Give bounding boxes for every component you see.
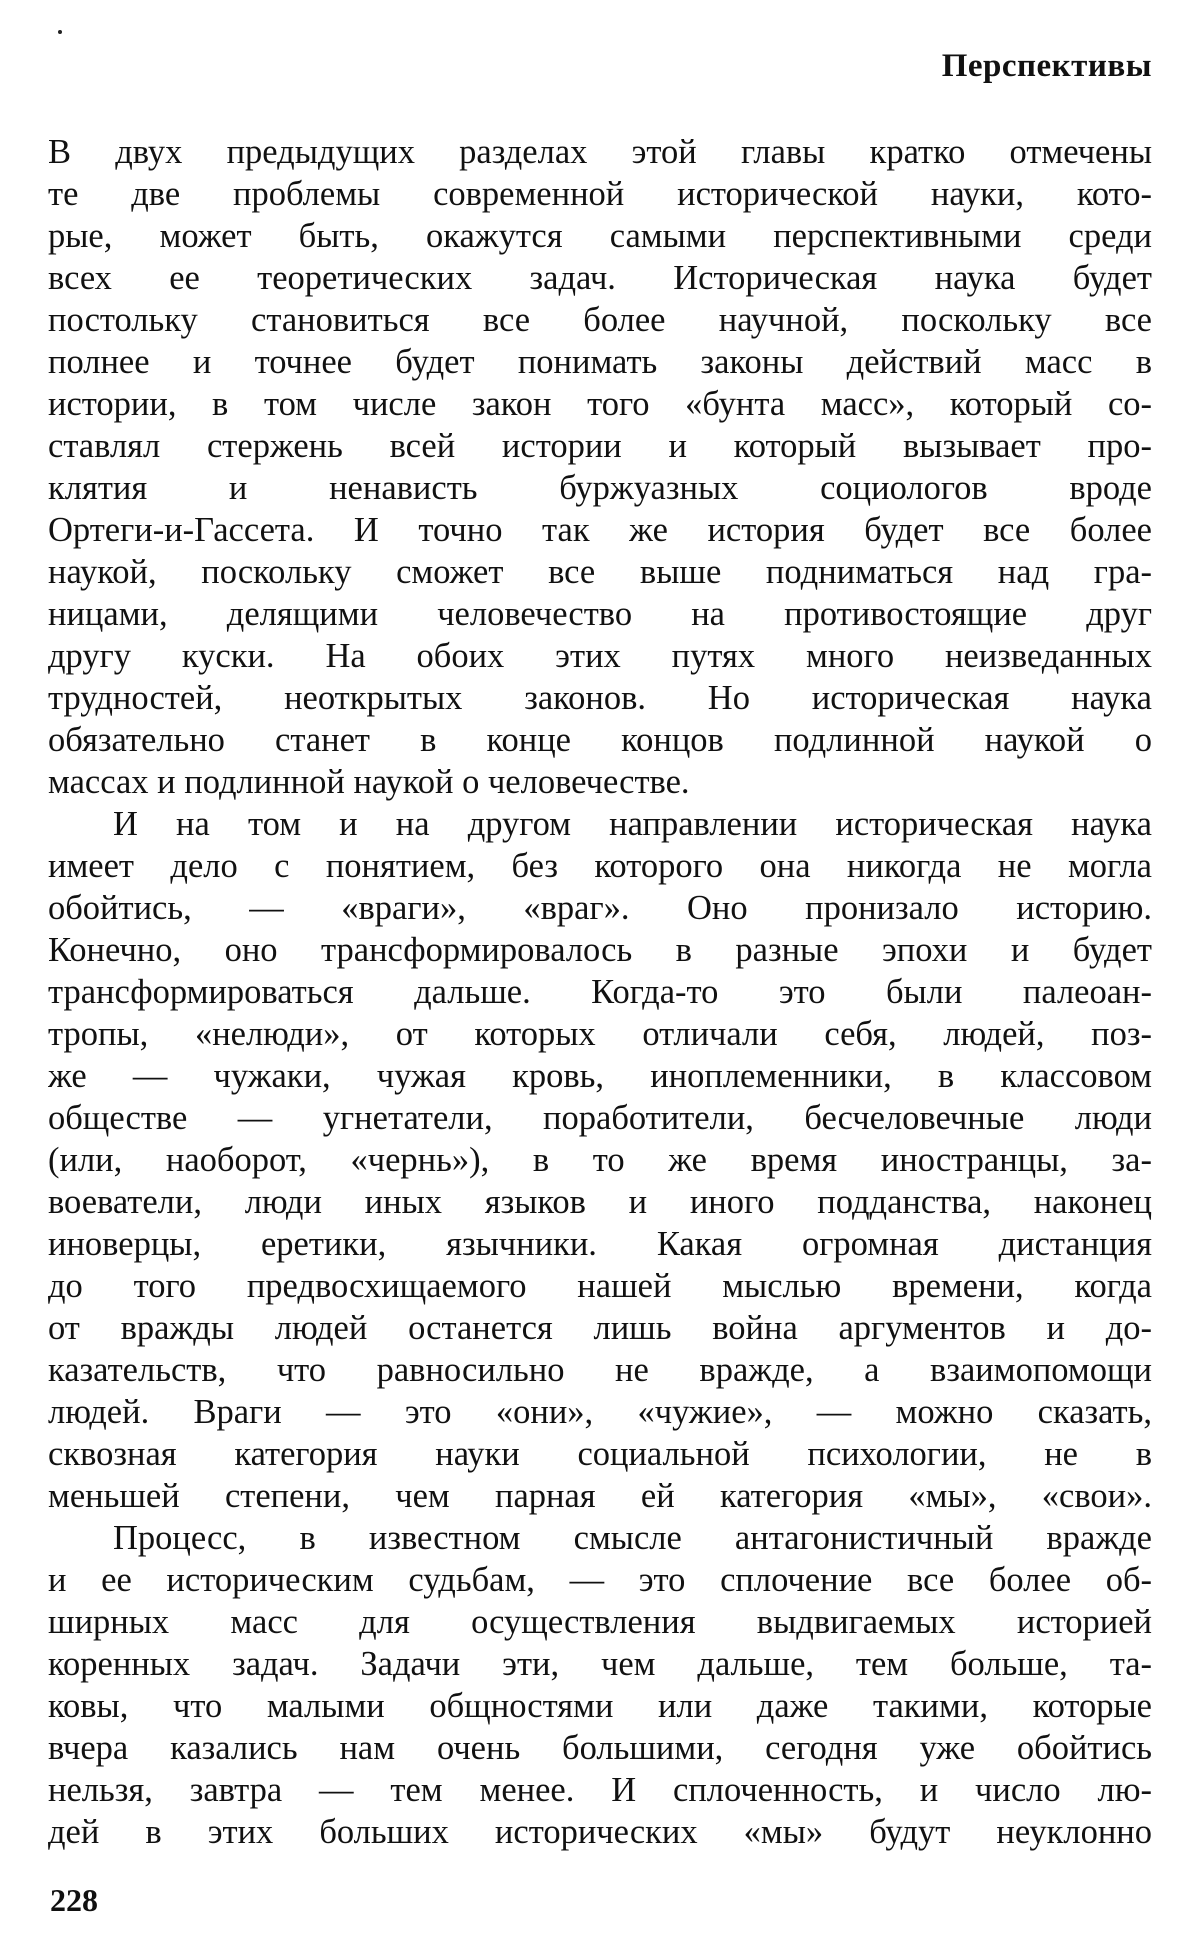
text-line: трансформироваться дальше. Когда-то это были палеоан-	[48, 973, 1152, 1011]
text-line: ковы, что малыми общностями или даже такими, которые	[48, 1687, 1152, 1725]
text-line: всех ее теоретических задач. Историческая наука будет	[48, 259, 1152, 297]
text-line: другу куски. На обоих этих путях много неизведанных	[48, 637, 1152, 675]
text-line: ставлял стержень всей истории и который вызывает про-	[48, 427, 1152, 465]
text-line: людей. Враги — это «они», «чужие», — можно сказать,	[48, 1393, 1152, 1431]
text-line: нельзя, завтра — тем менее. И сплоченность, и число лю-	[48, 1771, 1152, 1809]
text-line: клятия и ненависть буржуазных социологов вроде	[48, 469, 1152, 507]
text-line: обязательно станет в конце концов подлинной наукой о	[48, 721, 1152, 759]
paragraph	[48, 131, 1152, 803]
text-line: меньшей степени, чем парная ей категория «мы», «свои».	[48, 1477, 1152, 1515]
text-line: имеет дело с понятием, без которого она никогда не могла	[48, 847, 1152, 885]
text-line: обойтись, — «враги», «враг». Оно пронизало историю.	[48, 889, 1152, 927]
text-line: иноверцы, еретики, язычники. Какая огромная дистанция	[48, 1225, 1152, 1263]
text-line: казательств, что равносильно не вражде, а взаимопомощи	[48, 1351, 1152, 1389]
body-text	[48, 131, 1152, 1853]
running-head: Перспективы	[941, 48, 1152, 84]
text-line: до того предвосхищаемого нашей мыслью времени, когда	[48, 1267, 1152, 1305]
text-line: ницами, делящими человечество на противостоящие друг	[48, 595, 1152, 633]
paragraph	[48, 1517, 1152, 1853]
text-line: Ортеги-и-Гассета. И точно так же история будет все более	[48, 511, 1152, 549]
text-line: массах и подлинной наукой о человечестве.	[48, 763, 690, 801]
text-line: постольку становиться все более научной, поскольку все	[48, 301, 1152, 339]
text-line: дей в этих больших исторических «мы» будут неуклонно	[48, 1813, 1152, 1851]
text-line: (или, наоборот, «чернь»), в то же время иностранцы, за-	[48, 1141, 1152, 1179]
text-line: от вражды людей останется лишь война аргументов и до-	[48, 1309, 1152, 1347]
text-line: сквозная категория науки социальной психологии, не в	[48, 1435, 1152, 1473]
text-line: и ее историческим судьбам, — это сплочение все более об-	[48, 1561, 1152, 1599]
text-line: Конечно, оно трансформировалось в разные эпохи и будет	[48, 931, 1152, 969]
stray-dot-mark	[58, 30, 62, 34]
paragraph	[48, 803, 1152, 1517]
text-line: же — чужаки, чужая кровь, иноплеменники, в классовом	[48, 1057, 1152, 1095]
text-line: ширных масс для осуществления выдвигаемых историей	[48, 1603, 1152, 1641]
text-line: И на том и на другом направлении историческая наука	[113, 805, 1152, 843]
text-line: тропы, «нелюди», от которых отличали себя, людей, поз-	[48, 1015, 1152, 1053]
text-line: рые, может быть, окажутся самыми перспективными среди	[48, 217, 1152, 255]
text-line: те две проблемы современной исторической науки, кото-	[48, 175, 1152, 213]
text-line: В двух предыдущих разделах этой главы кратко отмечены	[48, 133, 1152, 171]
page-number: 228	[50, 1882, 98, 1918]
text-line: Процесс, в известном смысле антагонистичный вражде	[113, 1519, 1152, 1557]
text-line: полнее и точнее будет понимать законы действий масс в	[48, 343, 1152, 381]
text-line: трудностей, неоткрытых законов. Но историческая наука	[48, 679, 1152, 717]
text-line: наукой, поскольку сможет все выше подниматься над гра-	[48, 553, 1152, 591]
text-line: обществе — угнетатели, поработители, бесчеловечные люди	[48, 1099, 1152, 1137]
text-line: воеватели, люди иных языков и иного подданства, наконец	[48, 1183, 1152, 1221]
text-line: вчера казались нам очень большими, сегодня уже обойтись	[48, 1729, 1152, 1767]
text-line: истории, в том числе закон того «бунта масс», который со-	[48, 385, 1152, 423]
text-line: коренных задач. Задачи эти, чем дальше, тем больше, та-	[48, 1645, 1152, 1683]
